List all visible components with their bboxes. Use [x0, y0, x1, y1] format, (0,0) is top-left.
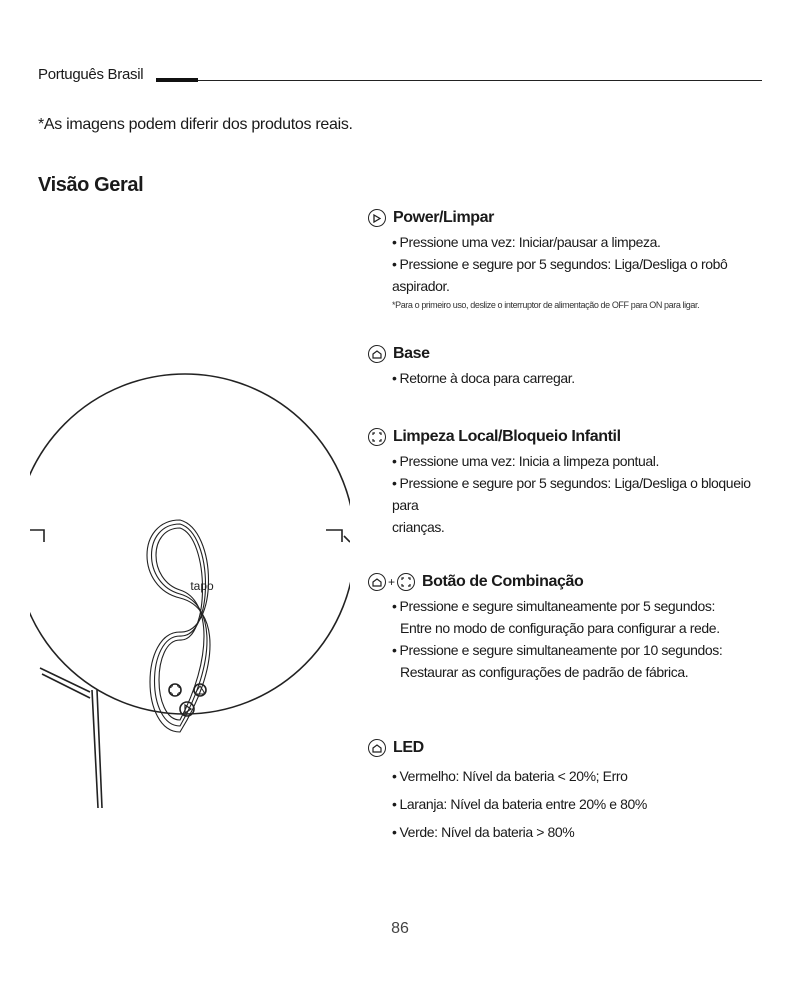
robot-logo: tapo — [190, 579, 214, 593]
robot-vacuum-illustration — [30, 280, 350, 820]
section-base-title: Base — [393, 345, 430, 362]
list-item-continued: crianças. — [392, 519, 445, 535]
list-item: • Verde: Nível da bateria > 80% — [392, 824, 575, 840]
spot-clean-icon — [368, 428, 386, 446]
home-icon — [368, 739, 386, 757]
list-item: • Retorne à doca para carregar. — [392, 370, 575, 386]
list-item: • Pressione e segure por 5 segundos: Liga/Desliga o bloqueio para — [392, 475, 751, 513]
section-power — [368, 205, 768, 313]
header-rule — [156, 80, 762, 81]
section-power-title: Power/Limpar — [393, 209, 495, 226]
list-item-continued: Restaurar as configurações de padrão de fábrica. — [400, 664, 689, 680]
section-combo — [368, 569, 768, 683]
list-item: • Pressione e segure por 5 segundos: Liga/Desliga o robô aspirador. — [392, 256, 728, 294]
section-spot-title: Limpeza Local/Bloqueio Infantil — [393, 428, 621, 445]
robot-body — [30, 374, 350, 714]
language-label: Português Brasil — [38, 66, 144, 83]
section-led-title: LED — [393, 739, 424, 756]
home-icon — [368, 345, 386, 363]
list-item: • Pressione uma vez: Iniciar/pausar a limpeza. — [392, 234, 661, 250]
header-rule-accent — [156, 78, 198, 82]
list-item: • Pressione e segure simultaneamente por 10 segundos: — [392, 642, 723, 658]
home-icon — [368, 573, 386, 591]
list-item: • Vermelho: Nível da bateria < 20%; Erro — [392, 768, 628, 784]
list-item-continued: Entre no modo de configuração para configurar a rede. — [400, 620, 720, 636]
section-combo-title: Botão de Combinação — [422, 573, 584, 590]
page-title: Visão Geral — [38, 174, 144, 196]
page-header — [38, 66, 762, 90]
section-base — [368, 341, 768, 389]
plus-sign: + — [388, 575, 396, 589]
disclaimer: *As imagens podem diferir dos produtos reais. — [38, 116, 353, 133]
power-note: *Para o primeiro uso, deslize o interruptor de alimentação de OFF para ON para ligar. — [392, 300, 700, 310]
top-panel — [147, 520, 210, 732]
play-icon — [368, 209, 386, 227]
list-item: • Pressione e segure simultaneamente por 5 segundos: — [392, 598, 715, 614]
list-item: • Laranja: Nível da bateria entre 20% e 80% — [392, 796, 647, 812]
spot-clean-icon — [397, 573, 415, 591]
section-led — [368, 735, 768, 843]
section-spot-clean — [368, 424, 768, 538]
list-item: • Pressione uma vez: Inicia a limpeza pontual. — [392, 453, 659, 469]
page-number: 86 — [391, 920, 409, 937]
